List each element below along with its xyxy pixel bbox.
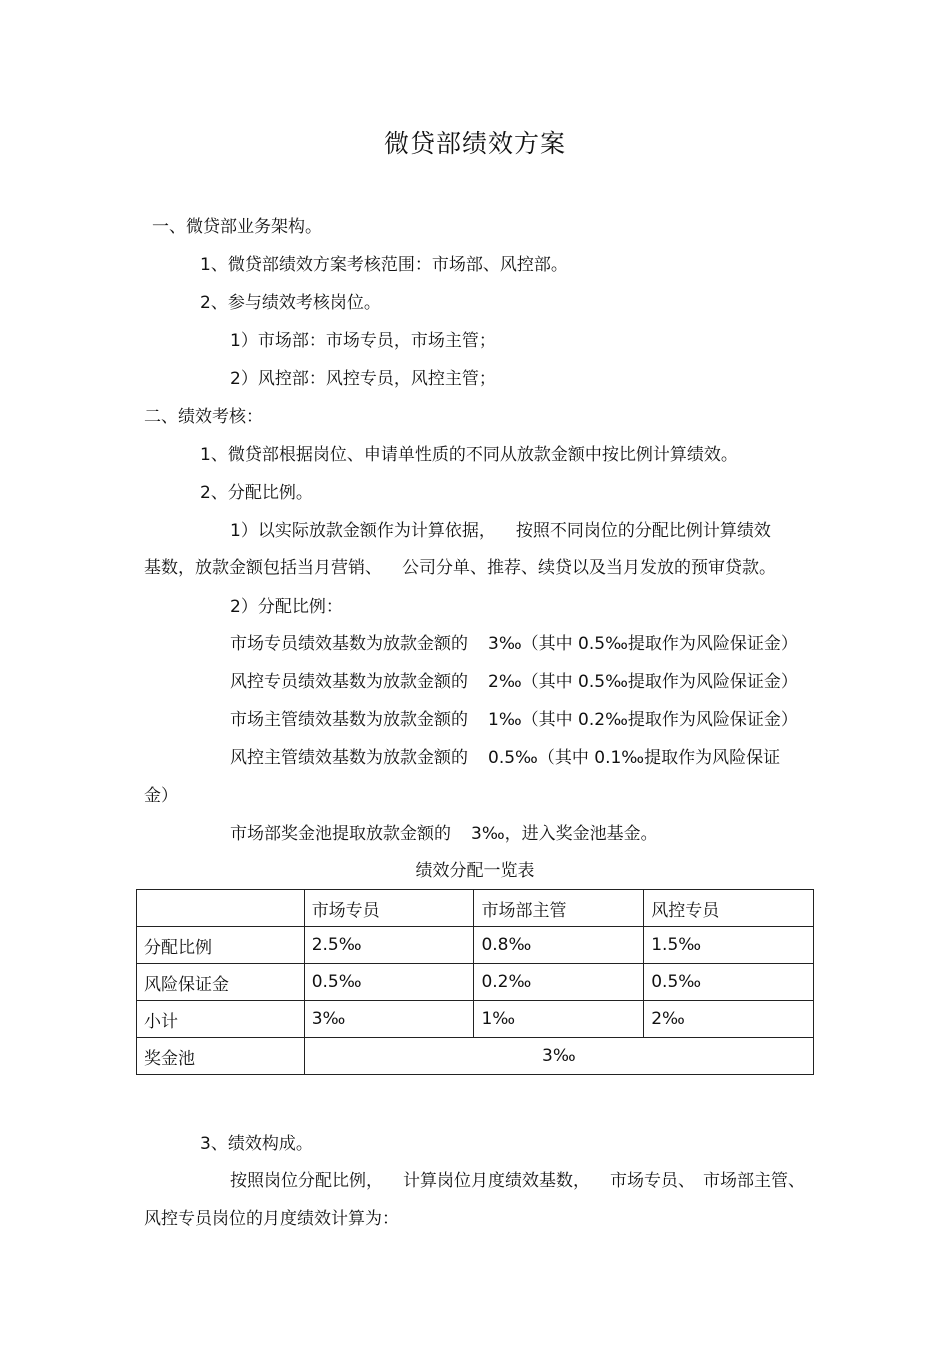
table-row-bonus-pool [137, 1038, 814, 1075]
table-header-cell: 市场部主管 [474, 890, 644, 927]
bonus-pool-value: 3‰，进入奖金池基金。 [471, 824, 658, 844]
table-cell: 2‰ [644, 1001, 814, 1038]
section-1-item-1: 1、微贷部绩效方案考核范围：市场部、风控部。 [200, 255, 568, 275]
table-header-row [137, 890, 814, 927]
table-row-label: 小计 [137, 1001, 305, 1038]
ratio-value: 2‰（其中 0.5‰提取作为风险保证金） [488, 672, 798, 692]
table-header-cell: 风控专员 [644, 890, 814, 927]
section-3-paragraph-line-1 [230, 1170, 805, 1192]
performance-table [136, 889, 814, 1075]
table-row [137, 1001, 814, 1038]
table-cell: 0.8‰ [474, 927, 644, 964]
paragraph-text: 按照不同岗位的分配比例计算绩效 [515, 521, 771, 541]
section-2-item-2: 2、分配比例。 [200, 483, 313, 503]
paragraph-text: 市场部主管、 [703, 1171, 805, 1191]
section-2-item-1: 1、微贷部根据岗位、申请单性质的不同从放款金额中按比例计算绩效。 [200, 445, 738, 465]
table-cell: 0.5‰ [304, 964, 474, 1001]
table-cell: 3‰ [304, 1001, 474, 1038]
document-title: 微贷部绩效方案 [383, 129, 566, 158]
ratio-label: 风控专员绩效基数为放款金额的 [230, 672, 468, 692]
ratio-line [230, 747, 780, 769]
ratio-value: 1‰（其中 0.2‰提取作为风险保证金） [488, 710, 798, 730]
paragraph-text: 基数，放款金额包括当月营销、 [144, 558, 382, 578]
table-cell: 0.5‰ [644, 964, 814, 1001]
table-caption: 绩效分配一览表 [415, 861, 535, 881]
ratio-value: 0.5‰（其中 0.1‰提取作为风险保证 [488, 748, 781, 768]
section-2-paragraph-line-2 [144, 557, 776, 579]
paragraph-text: 市场专员、 [610, 1171, 695, 1191]
paragraph-text: 公司分单、推荐、续贷以及当月发放的预审贷款。 [402, 558, 776, 578]
table-row-label: 分配比例 [137, 927, 305, 964]
section-2-heading: 二、绩效考核： [144, 407, 263, 427]
ratio-line [230, 633, 798, 655]
section-3-heading: 3、绩效构成。 [200, 1134, 313, 1154]
table-row-label: 风险保证金 [137, 964, 305, 1001]
table-row [137, 927, 814, 964]
section-2-paragraph-line-1 [230, 520, 771, 542]
ratio-line [230, 709, 798, 731]
table-cell: 1.5‰ [644, 927, 814, 964]
table-header-cell [137, 890, 305, 927]
section-3-paragraph-line-2: 风控专员岗位的月度绩效计算为： [144, 1209, 399, 1229]
bonus-pool-label: 市场部奖金池提取放款金额的 [230, 824, 451, 844]
paragraph-text: 1）以实际放款金额作为计算依据， [230, 521, 496, 541]
section-1-item-2: 2、参与绩效考核岗位。 [200, 293, 381, 313]
ratio-label: 风控主管绩效基数为放款金额的 [230, 748, 468, 768]
ratio-line-continuation: 金） [144, 786, 178, 806]
table-merged-cell: 3‰ [304, 1038, 813, 1075]
section-1-sub-1: 1）市场部：市场专员，市场主管； [230, 331, 496, 351]
table-cell: 0.2‰ [474, 964, 644, 1001]
table-row-label: 奖金池 [137, 1038, 305, 1075]
table-cell: 2.5‰ [304, 927, 474, 964]
section-2-sub-2: 2）分配比例： [230, 597, 343, 617]
paragraph-text: 按照岗位分配比例， [230, 1171, 383, 1191]
section-1-heading: 一、微贷部业务架构。 [152, 217, 322, 237]
ratio-label: 市场主管绩效基数为放款金额的 [230, 710, 468, 730]
ratio-label: 市场专员绩效基数为放款金额的 [230, 634, 468, 654]
table-cell: 1‰ [474, 1001, 644, 1038]
ratio-line [230, 671, 798, 693]
bonus-pool-line [230, 823, 658, 845]
ratio-value: 3‰（其中 0.5‰提取作为风险保证金） [488, 634, 798, 654]
paragraph-text: 计算岗位月度绩效基数， [403, 1171, 590, 1191]
table-row [137, 964, 814, 1001]
section-1-sub-2: 2）风控部：风控专员，风控主管； [230, 369, 496, 389]
table-header-cell: 市场专员 [304, 890, 474, 927]
